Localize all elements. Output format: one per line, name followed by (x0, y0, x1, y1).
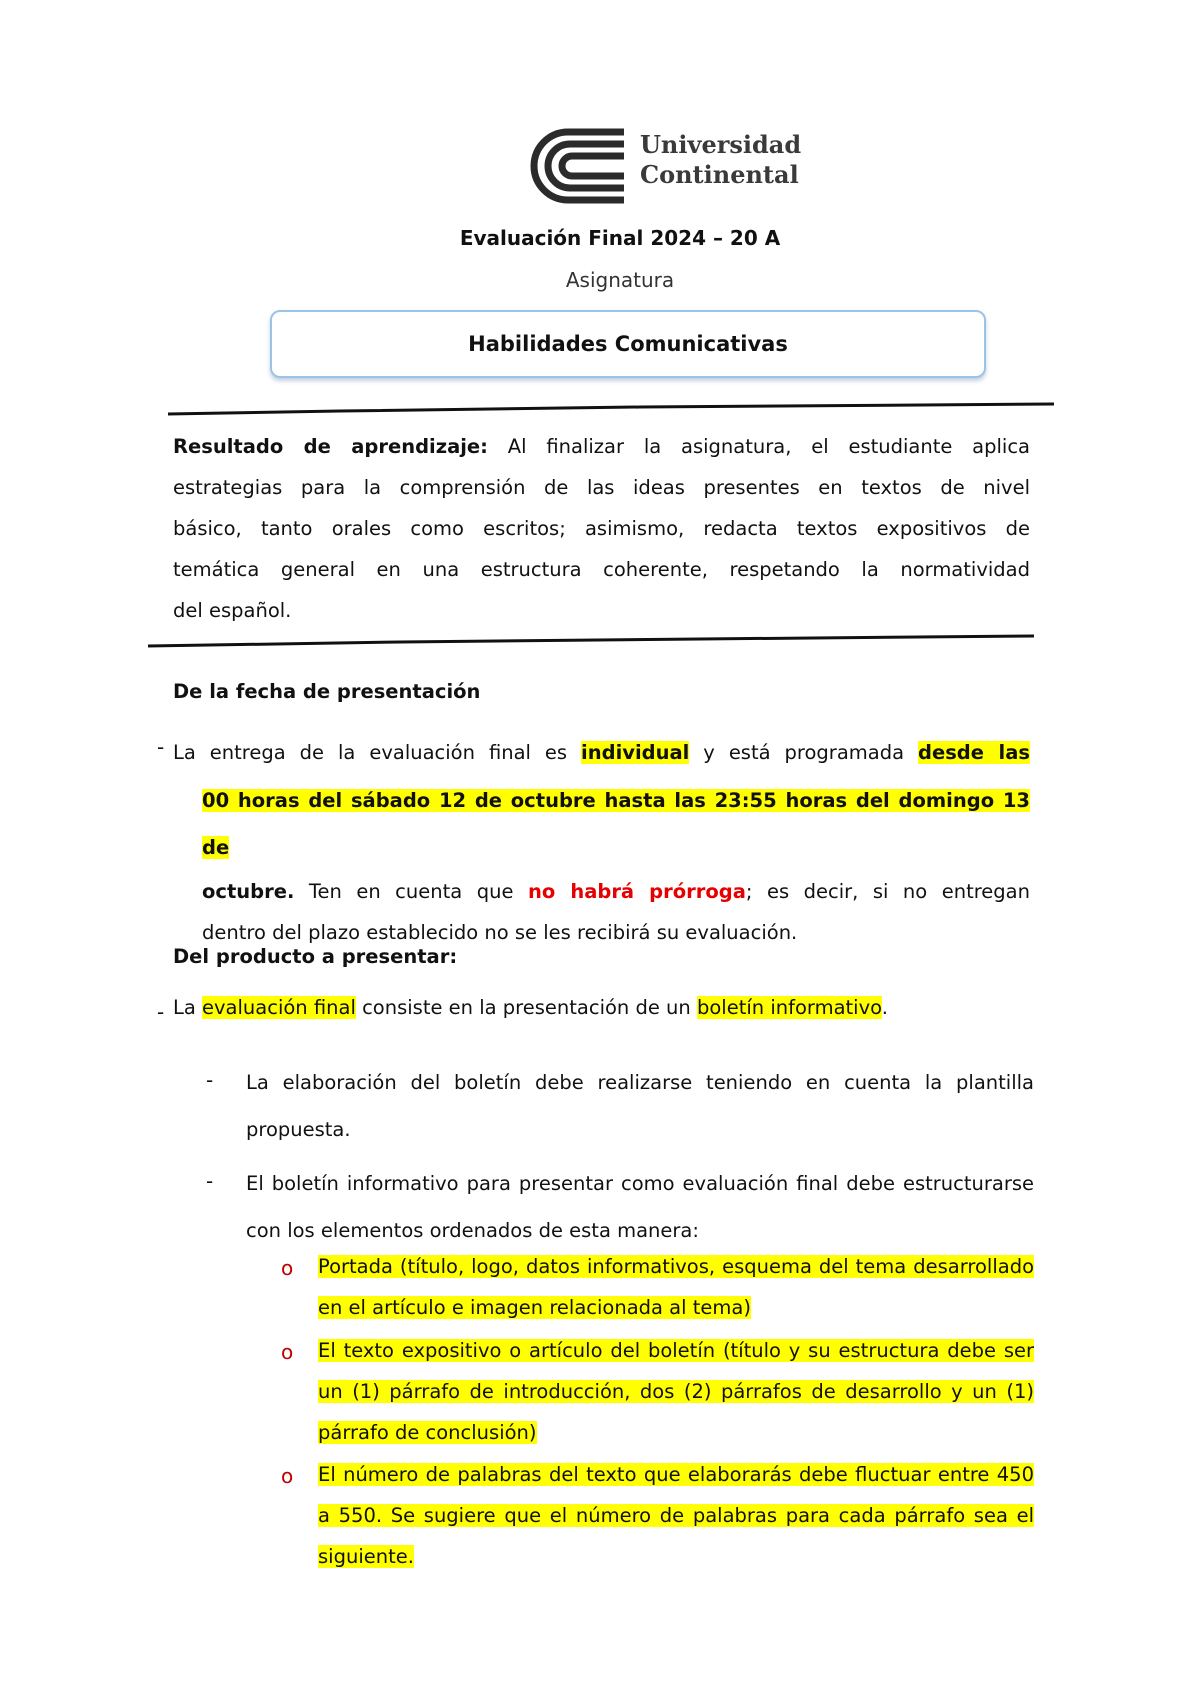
o-bullet: o (281, 1464, 294, 1488)
product-line: La evaluación final consiste en la presentación de un boletín informativo. (173, 996, 888, 1019)
sub-bullet-dash: - (206, 1169, 214, 1193)
date-line-4: dentro del plazo establecido no se les recibirá su evaluación. (202, 921, 798, 944)
subject-label: Asignatura (565, 268, 675, 292)
learning-label: Resultado de aprendizaje: (173, 435, 488, 458)
structure-item-cover: Portada (título, logo, datos informativos, esquema del tema desarrollado en el artículo e imagen relacionada al tema) (318, 1255, 1034, 1319)
logo-text-line2: Continental (640, 160, 799, 189)
o-bullet: o (281, 1256, 294, 1280)
sub-item-template: La elaboración del boletín debe realizarse teniendo en cuenta la plantilla propuesta. (246, 1071, 1034, 1141)
o-bullet: o (281, 1340, 294, 1364)
learning-line: estrategias para la comprensión de las ideas presentes en textos de nivel (173, 476, 1030, 499)
learning-line: básico, tanto orales como escritos; asimismo, redacta textos expositivos de (173, 517, 1030, 540)
no-extension-warning: no habrá prórroga (527, 880, 746, 903)
subject-name: Habilidades Comunicativas (468, 332, 788, 356)
date-line-1: La entrega de la evaluación final es individual y está programada desde las (173, 741, 1030, 764)
product-heading: Del producto a presentar: (173, 945, 458, 968)
highlight-individual: individual (581, 741, 690, 764)
learning-outcome (173, 426, 1030, 631)
highlight-desde: desde las (918, 741, 1030, 764)
sub-bullet-dash: - (206, 1068, 214, 1092)
evaluation-title: Evaluación Final 2024 – 20 A (459, 226, 781, 250)
learning-line: del español. (173, 599, 292, 622)
highlight-date-range: 00 horas del sábado 12 de octubre hasta las 23:55 horas del domingo 13 de (202, 789, 1030, 859)
highlight-evaluacion-final: evaluación final (202, 996, 356, 1019)
structure-item-article: El texto expositivo o artículo del boletín (título y su estructura debe ser un (1) párrafo de introducción, dos (2) párrafos de desarrollo y un (1) párrafo de conclusión) (318, 1339, 1034, 1444)
date-line-2 (202, 777, 1030, 871)
date-continuation (202, 777, 1030, 953)
learning-line: temática general en una estructura coherente, respetando la normatividad (173, 558, 1030, 581)
logo-text-line1: Universidad (640, 130, 802, 159)
structure-item-word-count: El número de palabras del texto que elaborarás debe fluctuar entre 450 a 550. Se sugiere que el número de palabras para cada párrafo sea el siguiente. (318, 1463, 1034, 1568)
date-heading: De la fecha de presentación (173, 680, 481, 703)
learning-line: Resultado de aprendizaje: Al finalizar la asignatura, el estudiante aplica (173, 435, 1031, 458)
bullet-dash: - (157, 1000, 165, 1024)
date-line-3: octubre. Ten en cuenta que no habrá prórroga; es decir, si no entregan (202, 880, 1030, 903)
highlight-boletin: boletín informativo (696, 996, 882, 1019)
sub-item-structure: El boletín informativo para presentar como evaluación final debe estructurarse con los elementos ordenados de esta manera: (246, 1172, 1034, 1242)
bullet-dash: - (157, 735, 165, 759)
